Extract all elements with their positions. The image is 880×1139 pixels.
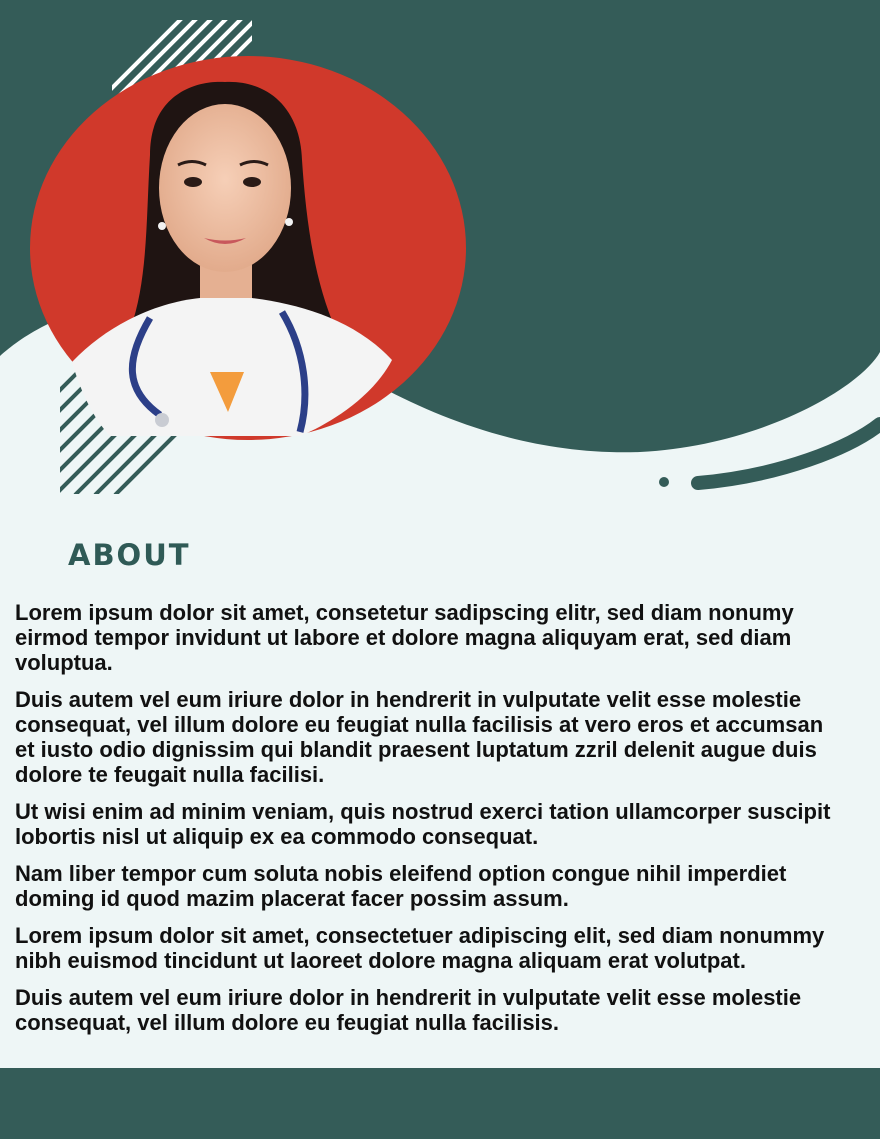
about-heading: ABOUT [68,538,191,572]
about-paragraph-2: Duis autem vel eum iriure dolor in hendrerit in vulputate velit esse molestie consequat, vel illum dolore eu feugiat nulla facilisis at vero eros et accumsan et iusto odio dignissim qui blandit praesent luptatum zzril delenit augue duis dolore te feugait nulla facilisi. [15,687,824,787]
about-paragraph-5: Lorem ipsum dolor sit amet, consectetuer adipiscing elit, sed diam nonummy nibh euismod tincidunt ut laoreet dolore magna aliquam erat volutpat. [15,923,825,973]
about-paragraph-6: Duis autem vel eum iriure dolor in hendrerit in vulputate velit esse molestie consequat, vel illum dolore eu feugiat nulla facilisis. [15,985,802,1035]
decor-dot [659,477,669,487]
doctor-portrait-photo [30,56,466,440]
about-paragraph-3: Ut wisi enim ad minim veniam, quis nostrud exerci tation ullamcorper suscipit lobortis nisl ut aliquip ex ea commodo consequat. [15,799,831,849]
about-paragraph-4: Nam liber tempor cum soluta nobis eleifend option congue nihil imperdiet doming id quod mazim placerat facer possim assum. [15,861,787,911]
footer-band [0,1068,880,1139]
about-paragraph-1: Lorem ipsum dolor sit amet, consetetur sadipscing elitr, sed diam nonumy eirmod tempor invidunt ut labore et dolore magna aliquyam erat, sed diam voluptua. [15,600,794,675]
about-body [15,600,845,1047]
